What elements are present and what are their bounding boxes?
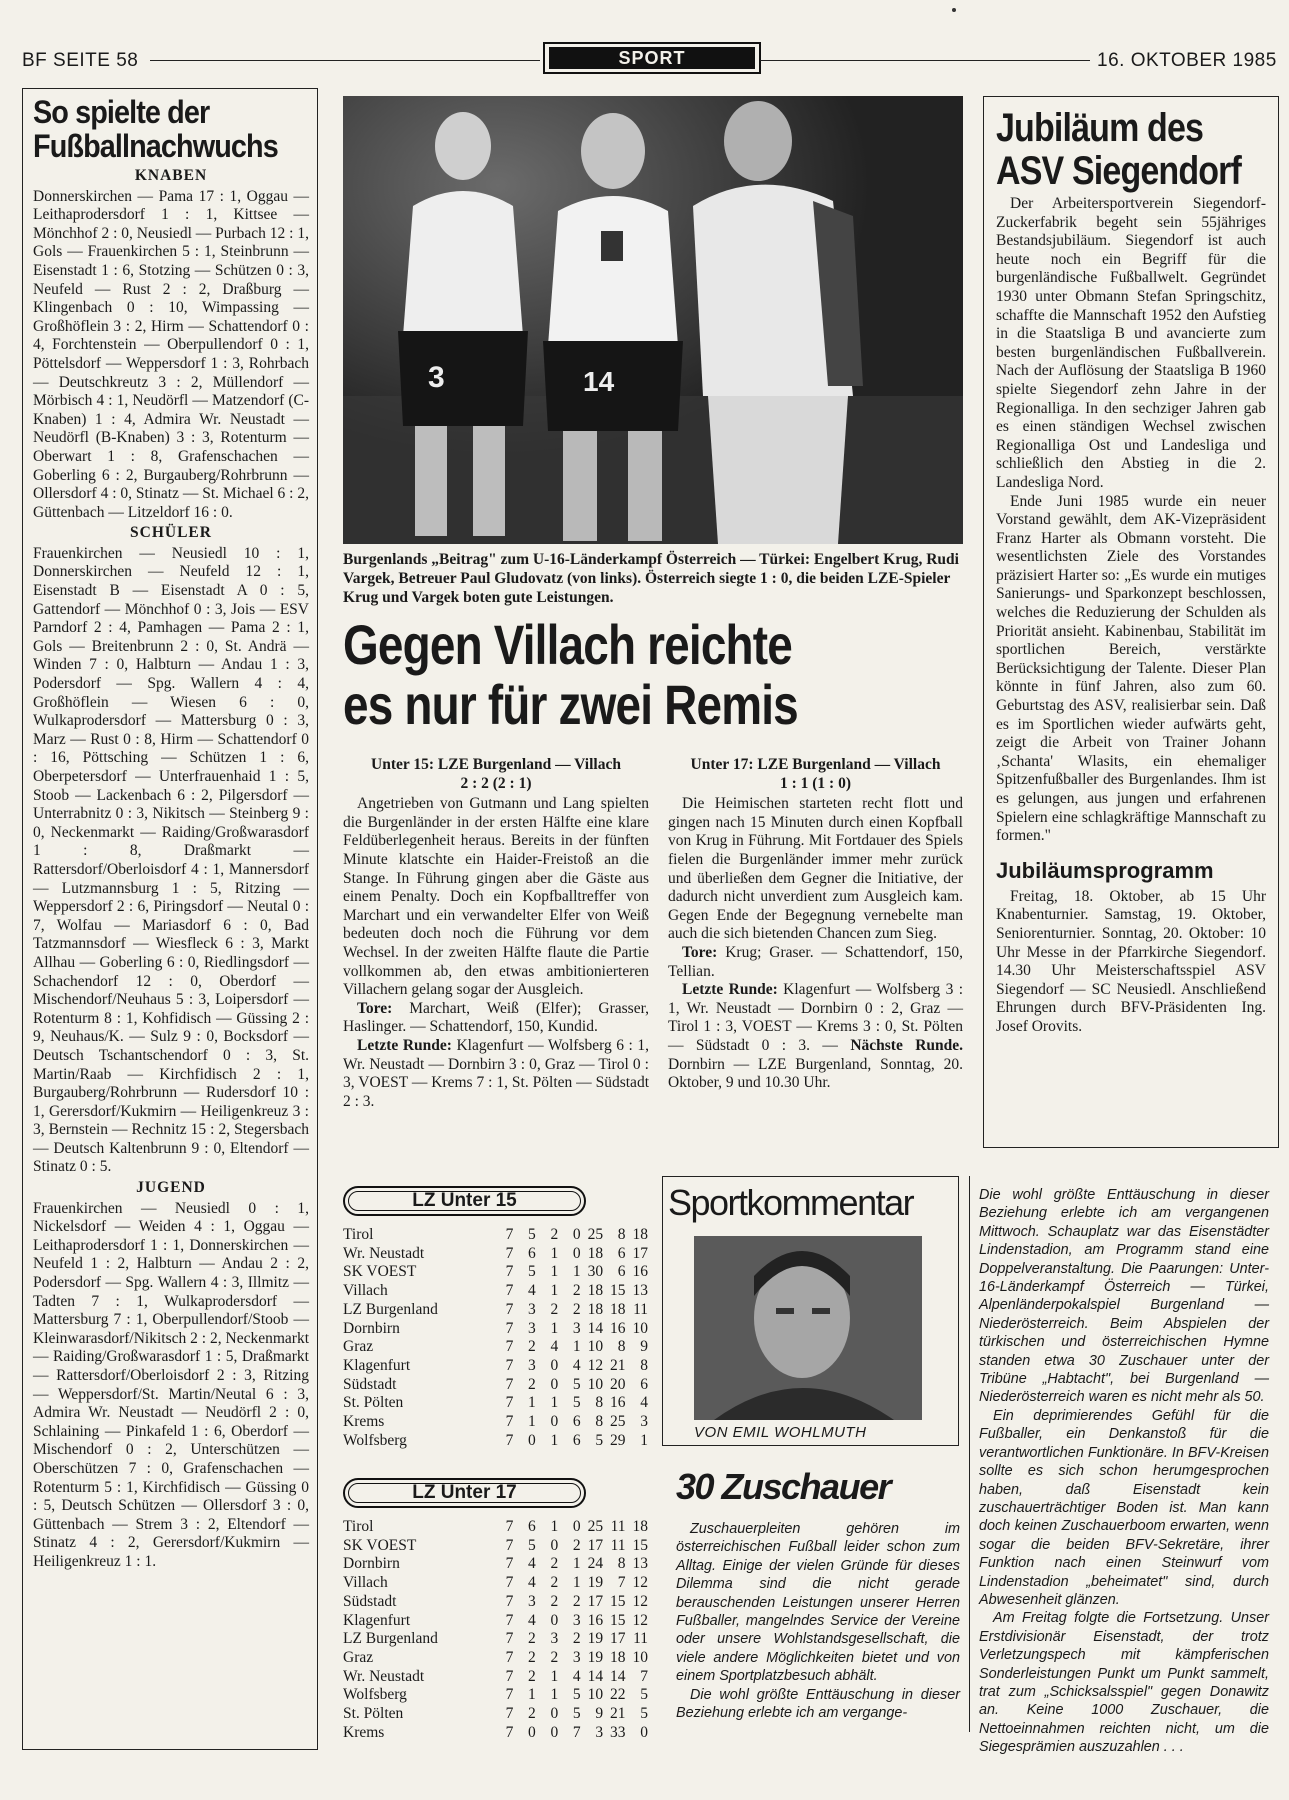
lz17-title: LZ Unter 17: [343, 1478, 586, 1508]
kommentar-col-1: [676, 1520, 960, 1722]
lz15-stat-cell: 8: [640, 1356, 648, 1374]
kommentar-divider: [969, 1176, 970, 1732]
lz15-stat-cell: 0: [550, 1356, 559, 1374]
u15-last-round: [343, 1037, 649, 1111]
lz15-stat-cell: 14: [587, 1319, 604, 1337]
u15-last-round-text: Klagenfurt — Wolfsberg 6 : 1, Wr. Neustadt — Dornbirn 3 : 0, Graz — Tirol 0 : 3, VOEST — Krems 7 : 1, St. Pölten — Südstadt 2 : 3.: [343, 1036, 649, 1110]
lz15-stat-cell: 25: [610, 1413, 626, 1431]
lz17-stat-cell: 18: [610, 1648, 626, 1666]
lz15-stat-cell: 6: [617, 1244, 626, 1262]
lz15-stat-cell: 16: [632, 1263, 648, 1281]
lz17-stat-cell: 3: [528, 1592, 536, 1610]
lz17-stat-cell: 2: [528, 1705, 536, 1723]
lz17-stat-cell: 9: [595, 1705, 604, 1723]
section-label: [543, 42, 761, 74]
lz17-stat-cell: 7: [505, 1555, 514, 1573]
lz17-stat-cell: 11: [610, 1518, 626, 1535]
lz17-stat-cell: 11: [633, 1630, 648, 1648]
jubilaeum-body: [996, 195, 1266, 846]
lz15-stat-cell: 7: [505, 1300, 514, 1318]
lz17-stat-cell: 12: [632, 1574, 648, 1592]
lz17-stat-cell: 10: [587, 1686, 604, 1704]
lz15-stat-cell: 15: [610, 1282, 626, 1300]
lz17-stat-cell: 0: [550, 1536, 559, 1554]
lz15-team-cell: Graz: [343, 1338, 374, 1356]
lz15-stat-cell: 20: [610, 1375, 626, 1393]
lz15-row: [343, 1376, 648, 1395]
lz15-stat-cell: 8: [617, 1338, 626, 1356]
lz15-stat-cell: 2: [528, 1338, 536, 1356]
lz17-stat-cell: 33: [610, 1723, 626, 1741]
team-photo-image: [343, 96, 963, 544]
u15-goals-label: Tore:: [357, 999, 393, 1017]
lz17-stat-cell: 2: [572, 1536, 581, 1554]
u17-last-round-label: Letzte Runde:: [682, 981, 778, 999]
lz15-stat-cell: 6: [617, 1263, 626, 1281]
schueler-results: Frauenkirchen — Neusiedl 10 : 1, Donnerskirchen — Neufeld 12 : 1, Eisenstadt B — Eisenstadt A 0 : 5, Gattendorf — Mönchhof 0 : 3, Jois — ESV Parndorf 2 : 4, Pamhagen — Pama 2 : 1, Gols — Breitenbrunn 2 : 0, St. Andrä — Winden 7 : 0, Halbturn — Andau 1 : 3, Podersdorf — Spg. Wallern 4 : 4, Großhöflein — Wiesen 6 : 0, Wulkaprodersdorf — Mattersburg 0 : 3, Marz — Rust 0 : 8, Hirm — Schattendorf 0 : 16, Pöttsching — Schützen 1 : 6, Oberpetersdorf — Unterfrauenhaid 1 : 5, Stoob — Lackenbach 6 : 2, Pilgersdorf — Unterrabnitz 0 : 3, Nikitsch — Steinberg 9 : 0, Neckenmarkt — Raiding/Großwarasdorf 1 : 8, Draßmarkt — Rattersdorf/Oberloisdorf 4 : 1, Mannersdorf — Lutzmannsburg 1 : 5, Ritzing — Weppersdorf 2 : 6, Piringsdorf — Neutal 0 : 7, Wolfau — Mariasdorf 6 : 0, Bad Tatzmannsdorf — Wiesfleck 6 : 3, Markt Allhau — Goberling 6 : 0, Riedlingsdorf — Schachendorf 12 : 0, Oberdorf — Mischendorf/Neuhaus 5 : 3, Loipersdorf — Rotenturm 8 : 1, Kohfidisch — Güssing 2 : 9, Neuhaus/K. — Sulz 9 : 0, Bocksdorf — Deutsch Tschantschendorf 0 : 3, St. Martin/Raab — Kirchfidisch 2 : 1, Burgauberg/Rohrbrunn — Rudersdorf 10 : 1, Gerersdorf/Kukmirn — Heiligenkreuz 3 : 3, Bernstein — Rechnitz 15 : 2, Stegersbach — Deutsch Kaltenbrunn 9 : 0, Eltendorf — Stinatz 0 : 5.: [33, 544, 309, 1176]
lz17-team-cell: Tirol: [343, 1518, 374, 1535]
page-corner-mark: [952, 8, 956, 12]
lz17-stat-cell: 5: [640, 1686, 648, 1704]
u17-match-score: 1 : 1 (1 : 0): [779, 774, 852, 792]
author-portrait: [694, 1236, 922, 1420]
lz15-stat-cell: 0: [550, 1375, 559, 1393]
lz17-stat-cell: 22: [610, 1686, 626, 1704]
lz15-stat-cell: 18: [587, 1300, 604, 1318]
lz17-stat-cell: 1: [550, 1518, 559, 1535]
lz15-stat-cell: 1: [572, 1338, 581, 1356]
lz15-row: [343, 1357, 648, 1376]
lz15-stat-cell: 1: [550, 1394, 559, 1412]
lz15-row: [343, 1432, 648, 1451]
lz17-row: [343, 1724, 648, 1743]
u17-goals-label: Tore:: [682, 943, 718, 961]
kommentar-col-2: [979, 1186, 1269, 1757]
lz17-row: [343, 1537, 648, 1556]
lz17-team-cell: Graz: [343, 1648, 374, 1666]
lz17-stat-cell: 0: [550, 1611, 559, 1629]
lz15-stat-cell: 1: [550, 1244, 559, 1262]
lz15-stat-cell: 21: [610, 1356, 626, 1374]
lz15-stat-cell: 3: [528, 1356, 536, 1374]
lz15-stat-cell: 8: [617, 1226, 626, 1243]
section-label-text: SPORT: [549, 47, 755, 69]
lz17-team-cell: Wr. Neustadt: [343, 1667, 425, 1685]
lz17-row: [343, 1630, 648, 1649]
lz15-stat-cell: 30: [587, 1263, 604, 1281]
team-photo: [343, 96, 963, 544]
u15-goals-text: Marchart, Weiß (Elfer); Grasser, Haslinger. — Schattendorf, 150, Kundid.: [343, 999, 650, 1036]
lz15-row: [343, 1338, 648, 1357]
issue-date: 16. OKTOBER 1985: [1097, 50, 1277, 71]
lz17-stat-cell: 7: [505, 1648, 514, 1666]
lz15-stat-cell: 16: [610, 1394, 626, 1412]
lz15-stat-cell: 5: [572, 1394, 581, 1412]
lz15-row: [343, 1245, 648, 1264]
lz17-stat-cell: 25: [587, 1518, 604, 1535]
knaben-results: Donnerskirchen — Pama 17 : 1, Oggau — Leithaprodersdorf 1 : 1, Kittsee — Mönchhof 2 : 0, Neusiedl — Purbach 12 : 1, Gols — Frauenkirchen 5 : 1, Steinbrunn — Eisenstadt 1 : 6, Stotzing — Schützen 0 : 3, Neufeld — Rust 2 : 2, Draßburg — Klingenbach 0 : 10, Wimpassing — Großhöflein 3 : 2, Hirm — Schattendorf 0 : 4, Forchtenstein — Oberpullendorf 0 : 1, Pöttelsdorf — Weppersdorf 1 : 3, Rohrbach — Deutschkreutz 3 : 2, Müllendorf — Mörbisch 4 : 1, Neudörfl — Matzendorf (C-Knaben) 1 : 4, Admira Wr. Neustadt — Neudörfl (B-Knaben) 3 : 3, Rotenturm — Oberwart 1 : 8, Grafenschachen — Goberling 6 : 2, Burgauberg/Rohrbrunn — Ollersdorf 4 : 0, Stinatz — St. Michael 6 : 2, Güttenbach — Litzeldorf 16 : 0.: [33, 187, 309, 521]
jersey-number-3: 3: [428, 361, 445, 394]
jubilaeum-paragraph-1: Der Arbeitersportverein Siegendorf-Zuckerfabrik begeht sein 55jähriges Bestandsjubiläum. Siegendorf ist auch heute noch ein Begriff für die burgenländische Fußballwelt. Gegründet 1930 unter Obmann Stefan Springschitz, schaffte die Mannschaft 1952 den Aufstieg in die Staatsliga B und avancierte zum besten burgenländischen Fußballverein. Nach der Auflösung der Staatsliga B 1960 spielte Siegendorf zehn Jahre in der Regionalliga. In den sechziger Jahren gab es einen ständigen Wechsel zwischen Regionalliga Ost und Landesliga und schließlich den Abstieg in die 2. Landesliga Nord.: [996, 195, 1266, 491]
villach-u15-column: [343, 756, 649, 1111]
lz15-team-cell: Wr. Neustadt: [343, 1244, 425, 1262]
lz17-stat-cell: 3: [595, 1723, 604, 1741]
lz15-team-cell: LZ Burgenland: [343, 1300, 438, 1318]
lz15-stat-cell: 2: [572, 1300, 581, 1318]
lz15-row: [343, 1282, 648, 1301]
lz15-stat-cell: 7: [505, 1226, 514, 1243]
lz15-stat-cell: 29: [610, 1431, 626, 1449]
lz17-stat-cell: 2: [550, 1555, 559, 1573]
u17-last-round-text: Klagenfurt — Wolfsberg 3 : 1, Wr. Neustadt — Dornbirn 0 : 2, Graz — Tirol 1 : 3, VOEST — Krems 3 : 0, St. Pölten — Südstadt 0 : 3. —: [668, 981, 963, 1054]
u15-match-score: 2 : 2 (2 : 1): [460, 774, 532, 792]
lz17-stat-cell: 2: [572, 1630, 581, 1648]
jubilaeum-program-heading: Jubiläumsprogramm: [996, 857, 1214, 883]
lz15-stat-cell: 18: [632, 1226, 648, 1243]
lz17-stat-cell: 5: [528, 1536, 536, 1554]
villach-u17-column: [668, 756, 963, 1093]
lz15-stat-cell: 3: [640, 1413, 648, 1431]
kommentar-paragraph-1: Zuschauerpleiten gehören im österreichischen Fußball leider schon zum Alltag. Einige der vielen Gründe für dieses Dilemma sind die nicht gerade berauschenden Leistungen unserer Herren Fußballer, mangelndes Service der Vereine oder unsere Wohlstandsgesellschaft, die viele andere Möglichkeiten bietet und von einem Sportplatzbesuch abhält.: [676, 1521, 960, 1685]
lz17-stat-cell: 15: [632, 1536, 648, 1554]
lz15-stat-cell: 18: [610, 1300, 626, 1318]
lz17-stat-cell: 2: [528, 1667, 536, 1685]
lz17-team-cell: Klagenfurt: [343, 1611, 411, 1629]
u17-next-round-text: Dornbirn — LZE Burgenland, Sonntag, 20. Oktober, 9 und 10.30 Uhr.: [668, 1055, 963, 1092]
lz17-stat-cell: 19: [587, 1630, 604, 1648]
schueler-heading: SCHÜLER: [130, 524, 212, 542]
lz17-stat-cell: 2: [550, 1574, 559, 1592]
lz17-stat-cell: 19: [587, 1574, 604, 1592]
lz15-stat-cell: 2: [572, 1282, 581, 1300]
lz17-stat-cell: 1: [572, 1555, 581, 1573]
lz17-stat-cell: 2: [572, 1592, 581, 1610]
jubilaeum-program-text: Freitag, 18. Oktober, ab 15 Uhr Knabenturnier. Samstag, 19. Oktober, Seniorenturnier. Sonntag, 20. Oktober: 10 Uhr Messe in der Pfarrkirche Siegendorf. 14.30 Uhr Meisterschaftsspiel ASV Siegendorf — SC Neusiedl. Anschließend Ehrungen durch BFV-Präsidenten Ing. Josef Orovits.: [996, 887, 1266, 1035]
lz15-stat-cell: 1: [550, 1431, 559, 1449]
lz15-row: [343, 1263, 648, 1282]
lz17-team-cell: Südstadt: [343, 1592, 397, 1610]
lz15-title: LZ Unter 15: [343, 1186, 586, 1216]
knaben-heading: KNABEN: [134, 167, 208, 184]
lz17-stat-cell: 0: [572, 1518, 581, 1535]
lz15-team-cell: Wolfsberg: [343, 1431, 407, 1449]
lz15-team-cell: Villach: [343, 1282, 388, 1300]
lz17-team-cell: Villach: [343, 1574, 388, 1592]
lz17-row: [343, 1574, 648, 1593]
lz17-stat-cell: 17: [587, 1592, 604, 1610]
lz15-stat-cell: 6: [572, 1413, 581, 1431]
lz17-stat-cell: 8: [617, 1555, 626, 1573]
lz17-stat-cell: 7: [505, 1667, 514, 1685]
lz15-stat-cell: 7: [505, 1375, 514, 1393]
lz17-row: [343, 1686, 648, 1705]
lz15-stat-cell: 13: [632, 1282, 648, 1300]
lz15-stat-cell: 25: [587, 1226, 604, 1243]
lz17-stat-cell: 16: [587, 1611, 604, 1629]
lz17-stat-cell: 21: [610, 1705, 626, 1723]
u17-match-heading: Unter 17: LZE Burgenland — Villach: [690, 756, 941, 773]
lz15-stat-cell: 3: [528, 1300, 536, 1318]
lz17-stat-cell: 7: [505, 1574, 514, 1592]
kommentar-paragraph-4: Am Freitag folgte die Fortsetzung. Unser Erstdivisionär Eisenstadt, der trotz Verletzungspech mit kämpferischen Sonderleistungen Punkt um Punkt sammelt, trat zum „Schicksalsspiel" gegen Donawitz an. Keine 1000 Zuschauer, die Nettoeinnahmen reichten nicht, um die Siegesprämien auszuzahlen . . .: [979, 1610, 1269, 1756]
lz17-stat-cell: 14: [587, 1667, 604, 1685]
lz17-stat-cell: 12: [632, 1611, 648, 1629]
lz17-stat-cell: 2: [528, 1630, 536, 1648]
lz15-stat-cell: 5: [528, 1226, 536, 1243]
lz15-stat-cell: 1: [550, 1319, 559, 1337]
u15-last-round-label: Letzte Runde:: [357, 1036, 452, 1054]
lz17-stat-cell: 0: [550, 1723, 559, 1741]
lz17-team-cell: LZ Burgenland: [343, 1630, 438, 1648]
lz15-team-cell: Tirol: [343, 1226, 374, 1243]
lz17-stat-cell: 0: [528, 1723, 536, 1741]
kommentar-paragraph-2-start: Die wohl größte Enttäuschung in dieser Beziehung erlebte ich am vergange-: [676, 1686, 960, 1722]
lz15-stat-cell: 2: [528, 1375, 536, 1393]
lz17-stat-cell: 7: [505, 1536, 514, 1554]
kommentar-label: Sportkommentar: [668, 1182, 914, 1223]
lz17-team-cell: SK VOEST: [343, 1536, 417, 1554]
lz15-team-cell: Dornbirn: [343, 1319, 400, 1337]
lz17-stat-cell: 7: [505, 1630, 514, 1648]
lz15-team-cell: Südstadt: [343, 1375, 397, 1393]
lz17-stat-cell: 0: [640, 1723, 648, 1741]
jugend-results: Frauenkirchen — Neusiedl 0 : 1, Nickelsdorf — Weiden 4 : 1, Oggau — Leithaprodersdorf 1 : 1, Donnerskirchen — Neufeld 1 : 2, Halbturn — Andau 2 : 2, Podersdorf — Spg. Wallern 4 : 3, Illmitz — Tadten 7 : 1, Wulkaprodersdorf — Mattersburg 7 : 1, Oberpullendorf/Stoob — Kleinwarasdorf/Nikitsch 2 : 2, Neckenmarkt — Raiding/Großwarasdorf 1 : 5, Draßmarkt — Rattersdorf/Oberloisdorf 2 : 3, Ritzing — Weppersdorf/St. Martin/Neutal 6 : 3, Admira Wr. Neustadt — Neudörfl 2 : 0, Schlaining — Pinkafeld 1 : 6, Oberdorf — Mischendorf 0 : 2, Unterschützen — Oberschützen 7 : 0, Grafenschachen — Rotenturm 5 : 1, Kirchfidisch — Güssing 0 : 5, Deutsch Schützen — Ollersdorf 3 : 0, Güttenbach — Strem 3 : 2, Eltendorf — Stinatz 4 : 2, Gerersdorf/Kukmirn — Heiligenkreuz 1 : 1.: [33, 1199, 309, 1570]
lz17-stat-cell: 3: [572, 1611, 581, 1629]
lz15-stat-cell: 7: [505, 1338, 514, 1356]
lz15-stat-cell: 6: [572, 1431, 581, 1449]
lz15-stat-cell: 7: [505, 1394, 514, 1412]
lz15-stat-cell: 5: [595, 1431, 604, 1449]
lz15-stat-cell: 1: [640, 1431, 648, 1449]
lz17-stat-cell: 4: [528, 1555, 536, 1573]
lz17-stat-cell: 11: [610, 1536, 626, 1554]
kommentar-paragraph-2: Die wohl größte Enttäuschung in dieser Beziehung erlebte ich am vergangenen Mittwoch. Schauplatz war das Eisenstädter Lindenstadion, am Programm stand eine Doppelveranstaltung. Die Paarungen: Unter-16-Länderkampf Österreich — Türkei, Alpenländerpokalspiel Burgenland — Niederösterreich. Beim Abspielen der türkischen und österreichischen Hymne standen etwa 30 Zuschauer unter der Tribüne „Habtacht", bei Burgenland — Niederösterreich waren es nicht mehr als 50.: [979, 1187, 1269, 1406]
lz15-stat-cell: 4: [572, 1356, 581, 1374]
lz15-stat-cell: 12: [587, 1356, 604, 1374]
lz15-stat-cell: 9: [640, 1338, 648, 1356]
jersey-number-14: 14: [583, 366, 615, 397]
lz15-stat-cell: 7: [505, 1319, 514, 1337]
nachwuchs-body: [33, 167, 309, 1572]
lz15-row: [343, 1413, 648, 1432]
photo-caption: Burgenlands „Beitrag" zum U-16-Länderkampf Österreich — Türkei: Engelbert Krug, Rudi Vargek, Betreuer Paul Gludovatz (von links). Österreich siegte 1 : 0, die beiden LZE-Spieler Krug und Vargek boten gute Leistungen.: [343, 551, 959, 606]
lz17-team-cell: St. Pölten: [343, 1705, 404, 1723]
lz17-row: [343, 1612, 648, 1631]
lz15-stat-cell: 3: [572, 1319, 581, 1337]
lz17-stat-cell: 15: [610, 1592, 626, 1610]
lz17-stat-cell: 3: [572, 1648, 581, 1666]
lz15-stat-cell: 0: [572, 1226, 581, 1243]
lz17-stat-cell: 7: [640, 1667, 648, 1685]
lz15-stat-cell: 7: [505, 1263, 514, 1281]
u17-goals: [668, 944, 963, 981]
lz15-stat-cell: 0: [572, 1244, 581, 1262]
lz17-stat-cell: 2: [550, 1592, 559, 1610]
lz17-stat-cell: 15: [610, 1611, 626, 1629]
lz15-stat-cell: 3: [528, 1319, 536, 1337]
jubilaeum-box: [983, 96, 1279, 1148]
lz17-stat-cell: 1: [550, 1686, 559, 1704]
lz15-stat-cell: 0: [528, 1431, 536, 1449]
lz17-stat-cell: 14: [610, 1667, 626, 1685]
lz17-stat-cell: 4: [572, 1667, 581, 1685]
lz17-row: [343, 1705, 648, 1724]
lz15-row: [343, 1226, 648, 1245]
lz15-stat-cell: 18: [587, 1282, 604, 1300]
lz17-stat-cell: 7: [505, 1611, 514, 1629]
lz17-stat-cell: 7: [505, 1686, 514, 1704]
lz15-stat-cell: 7: [505, 1244, 514, 1262]
lz15-stat-cell: 1: [550, 1282, 559, 1300]
lz15-row: [343, 1320, 648, 1339]
u15-report: Angetrieben von Gutmann und Lang spielten die Burgenländer in der ersten Hälfte eine klare Feldüberlegenheit heraus. Bereits in der fünften Minute klatschte ein Haider-Freistoß an die Stange. In Führung gingen aber die Gäste aus einem Penalty. Doch ein Kopfballtreffer von Marchart und ein verwandelter Elfer von Weiß bedeuten doch noch die Führung vor dem Wechsel. In der zweiten Hälfte flaute die Partie vollkommen ab, den etwas ambitionierteren Villachern gelang sogar der Ausgleich.: [343, 795, 649, 999]
jubilaeum-program-wrap: [996, 888, 1266, 1037]
jubilaeum-title-line-1: Jubiläum des: [996, 106, 1204, 150]
page-number: BF SEITE 58: [22, 50, 139, 71]
lz17-stat-cell: 7: [572, 1723, 581, 1741]
lz15-team-cell: Krems: [343, 1413, 385, 1431]
jugend-heading: JUGEND: [136, 1179, 206, 1197]
lz17-stat-cell: 18: [632, 1518, 648, 1535]
u17-report: Die Heimischen starteten recht flott und gingen nach 15 Minuten durch einen Kopfball von Krug in Führung. Mit Fortdauer des Spiels fielen die Burgenländer immer mehr zurück und überließen dem Gegner die Initiative, der dadurch nicht unverdient zum Ausgleich kam. Gegen Ende der Begegnung vernebelte man auch die sich bietenden Chancen zum Sieg.: [668, 795, 963, 943]
lz15-team-cell: SK VOEST: [343, 1263, 417, 1281]
lz15-team-cell: Klagenfurt: [343, 1356, 411, 1374]
lz17-row: [343, 1649, 648, 1668]
lz17-stat-cell: 19: [587, 1648, 604, 1666]
nachwuchs-box: [22, 88, 318, 1750]
lz15-stat-cell: 2: [550, 1226, 559, 1243]
lz15-stat-cell: 1: [550, 1263, 559, 1281]
lz17-stat-cell: 7: [617, 1574, 626, 1592]
lz17-stat-cell: 0: [550, 1705, 559, 1723]
lz15-stat-cell: 7: [505, 1282, 514, 1300]
lz15-stat-cell: 7: [505, 1413, 514, 1431]
header-rule-left: [150, 60, 540, 61]
villach-headline-line-1: Gegen Villach reichte: [343, 613, 792, 676]
lz15-row: [343, 1394, 648, 1413]
lz17-standings-table: [343, 1518, 648, 1742]
lz15-stat-cell: 6: [640, 1375, 648, 1393]
lz17-team-cell: Dornbirn: [343, 1555, 400, 1573]
u15-goals: [343, 1000, 649, 1037]
lz15-stat-cell: 17: [632, 1244, 648, 1262]
lz17-stat-cell: 17: [610, 1630, 626, 1648]
kommentar-byline: VON EMIL WOHLMUTH: [694, 1424, 867, 1441]
lz17-row: [343, 1593, 648, 1612]
lz17-stat-cell: 1: [572, 1574, 581, 1592]
lz17-team-cell: Wolfsberg: [343, 1686, 407, 1704]
jubilaeum-paragraph-2: Ende Juni 1985 wurde ein neuer Vorstand gewählt, dem AK-Vizepräsident Franz Harter als Obmann vorsteht. Die wesentlichsten Ziele des Vorstandes präzisiert Harter so: „Es wurde ein mutiges Sanierungs- und Sparkonzept beschlossen, welches die Reduzierung der Schulden als Priorität ansieht. Kabinenbau, Stabilität im sportlichen Bereich, verstärkte Berücksichtigung der Talente. Dieser Plan könnte in fünf Jahren, also zum 60. Geburtstag des ASV, realisierbar sein. Daß es im Sportlichen wieder aufwärts geht, zeigt die Arbeit von Trainer Johann ‚Schanta' Wlasits, ein ehemaliger Spitzenfußballer des Burgenlandes. Ihm ist es gelungen, aus jungen und erfahrenen Spielern eine schlagkräftige Mannschaft zu formen.": [996, 492, 1266, 845]
lz15-stat-cell: 10: [587, 1375, 604, 1393]
lz17-stat-cell: 3: [550, 1630, 559, 1648]
u17-last-round: [668, 981, 963, 1093]
lz15-stat-cell: 7: [505, 1431, 514, 1449]
lz17-stat-cell: 17: [587, 1536, 604, 1554]
lz17-stat-cell: 5: [572, 1686, 581, 1704]
lz17-stat-cell: 10: [632, 1648, 648, 1666]
lz15-stat-cell: 10: [587, 1338, 604, 1356]
lz17-stat-cell: 24: [587, 1555, 604, 1573]
lz17-stat-cell: 7: [505, 1592, 514, 1610]
lz17-stat-cell: 6: [528, 1518, 536, 1535]
lz17-stat-cell: 7: [505, 1705, 514, 1723]
u17-goals-text: Krug; Graser. — Schattendorf, 150, Tellian.: [668, 943, 964, 980]
lz17-row: [343, 1518, 648, 1537]
lz15-stat-cell: 5: [528, 1263, 536, 1281]
lz17-stat-cell: 1: [550, 1667, 559, 1685]
villach-headline-line-2: es nur für zwei Remis: [343, 673, 798, 736]
lz17-stat-cell: 2: [528, 1648, 536, 1666]
lz17-stat-cell: 2: [550, 1648, 559, 1666]
lz17-stat-cell: 1: [528, 1686, 536, 1704]
lz15-standings-table: [343, 1226, 648, 1450]
lz15-stat-cell: 16: [610, 1319, 626, 1337]
lz15-stat-cell: 6: [528, 1244, 536, 1262]
lz17-stat-cell: 5: [640, 1705, 648, 1723]
lz17-stat-cell: 4: [528, 1611, 536, 1629]
lz15-stat-cell: 1: [572, 1263, 581, 1281]
lz15-team-cell: St. Pölten: [343, 1394, 404, 1412]
lz15-stat-cell: 1: [528, 1413, 536, 1431]
lz15-stat-cell: 8: [595, 1413, 604, 1431]
lz17-row: [343, 1555, 648, 1574]
lz15-stat-cell: 4: [640, 1394, 648, 1412]
lz17-stat-cell: 7: [505, 1723, 514, 1741]
lz15-stat-cell: 2: [550, 1300, 559, 1318]
lz15-stat-cell: 10: [632, 1319, 648, 1337]
lz15-stat-cell: 4: [528, 1282, 536, 1300]
lz17-team-cell: Krems: [343, 1723, 385, 1741]
header-rule-right: [760, 60, 1090, 61]
lz17-stat-cell: 12: [632, 1592, 648, 1610]
lz17-stat-cell: 7: [505, 1518, 514, 1535]
kommentar-headline: 30 Zuschauer: [676, 1466, 891, 1507]
u17-next-round-label: Nächste Runde.: [850, 1036, 964, 1054]
jubilaeum-title-line-2: ASV Siegendorf: [996, 149, 1242, 193]
lz15-stat-cell: 1: [528, 1394, 536, 1412]
u15-match-heading: Unter 15: LZE Burgenland — Villach: [371, 756, 621, 773]
lz17-stat-cell: 13: [632, 1555, 648, 1573]
lz15-stat-cell: 0: [550, 1413, 559, 1431]
nachwuchs-title: So spielte der Fußballnachwuchs: [33, 94, 278, 164]
lz15-stat-cell: 8: [595, 1394, 604, 1412]
lz15-stat-cell: 11: [633, 1300, 648, 1318]
kommentar-paragraph-3: Ein deprimierendes Gefühl für die Fußballer, ein Denkanstoß für die verantwortlichen Funktionäre. In BFV-Kreisen sollte es sich schon herumgesprochen haben, daß Eisenstadt kein zuschauerträchtiger Boden ist. Man kann doch keinen Zuschauerboom erwarten, wenn sogar die beiden BFV-Sekretäre, ihrer Funktion nach einen Steinwurf vom Lindenstadion „beheimatet" sind, durch Abwesenheit glänzen.: [979, 1407, 1269, 1608]
lz15-row: [343, 1301, 648, 1320]
lz17-stat-cell: 5: [572, 1705, 581, 1723]
lz15-stat-cell: 7: [505, 1356, 514, 1374]
lz15-stat-cell: 5: [572, 1375, 581, 1393]
author-portrait-image: [694, 1236, 922, 1420]
lz17-row: [343, 1668, 648, 1687]
lz15-stat-cell: 4: [550, 1338, 559, 1356]
lz15-stat-cell: 18: [587, 1244, 604, 1262]
lz17-stat-cell: 4: [528, 1574, 536, 1592]
